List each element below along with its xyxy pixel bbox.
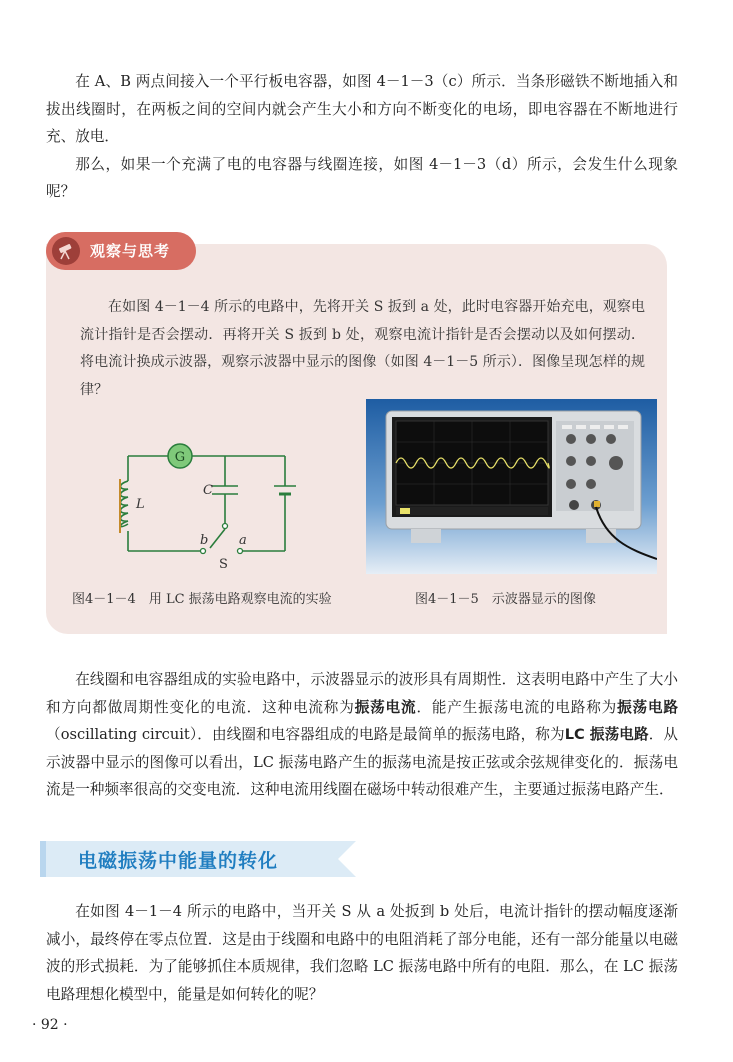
figure-caption-oscilloscope: 图4－1－5 示波器显示的图像 — [415, 592, 596, 607]
section-paragraph: 在如图 4－1－4 所示的电路中，当开关 S 从 a 处扳到 b 处后，电流计指针的摆动幅度逐渐减小，最终停在零点位置．这是由于线圈和电路中的电阻消耗了部分电能，还有一部分能量以电磁波的形式损耗．为了能够抓住本质规律，我们忽略 LC 振荡电路中所有的电阻．那么，在 LC 振荡电路理想化模型中，能量是如何转化的呢？ — [46, 903, 678, 1003]
inductor-label: L — [136, 497, 145, 512]
middle-text — [46, 666, 678, 804]
meter-label: G — [174, 450, 186, 465]
intro-text — [46, 68, 678, 206]
middle-paragraph: 在线圈和电容器组成的实验电路中，示波器显示的波形具有周期性．这表明电路中产生了大小和方向都做周期性变化的电流．这种电流称为振荡电流．能产生振荡电流的电路称为振荡电路（oscillating circuit）．由线圈和电容器组成的电路是最简单的振荡电路，称为LC 振荡电路．从示波器中显示的图像可以看出，LC 振荡电路产生的振荡电流是按正弦或余弦规律变化的．振荡电流是一种频率很高的交变电流．这种电流用线圈在磁场中转动很难产生，主要通过振荡电路产生． — [46, 671, 678, 798]
lc-circuit-diagram — [100, 436, 310, 574]
switch-position-b: b — [200, 533, 209, 548]
observe-text — [80, 294, 645, 404]
intro-paragraph-1: 在 A、B 两点间接入一个平行板电容器，如图 4－1－3（c）所示．当条形磁铁不断地插入和拔出线圈时，在两板之间的空间内就会产生大小和方向不断变化的电场，即电容器在不断地进行充、放电． — [46, 73, 678, 145]
intro-paragraph-2: 那么，如果一个充满了电的电容器与线圈连接，如图 4－1－3（d）所示，会发生什么现象呢？ — [46, 155, 678, 200]
term-oscillating-current: 振荡电流 — [354, 698, 417, 716]
switch-label: S — [219, 557, 228, 572]
oscilloscope-photo — [366, 399, 657, 574]
telescope-icon — [52, 237, 80, 265]
switch-position-a: a — [239, 533, 247, 548]
term-oscillating-circuit: 振荡电路 — [617, 698, 678, 716]
page-number: · 92 · — [32, 1017, 68, 1033]
observe-title: 观察与思考 — [90, 242, 171, 260]
figure-caption-circuit: 图4－1－4 用 LC 振荡电路观察电流的实验 — [72, 592, 332, 607]
section-title: 电磁振荡中能量的转化 — [78, 850, 279, 872]
section-text — [46, 898, 678, 1008]
observe-paragraph: 在如图 4－1－4 所示的电路中，先将开关 S 扳到 a 处，此时电容器开始充电，观察电流计指针是否会摆动．再将开关 S 扳到 b 处，观察电流计指针是否会摆动以及如何摆动．将电流计换成示波器，观察示波器中显示的图像（如图 4－1－5 所示）．图像呈现怎样的规律？ — [80, 299, 645, 398]
capacitor-label: C — [203, 483, 213, 498]
term-lc-circuit: LC 振荡电路 — [564, 726, 649, 743]
